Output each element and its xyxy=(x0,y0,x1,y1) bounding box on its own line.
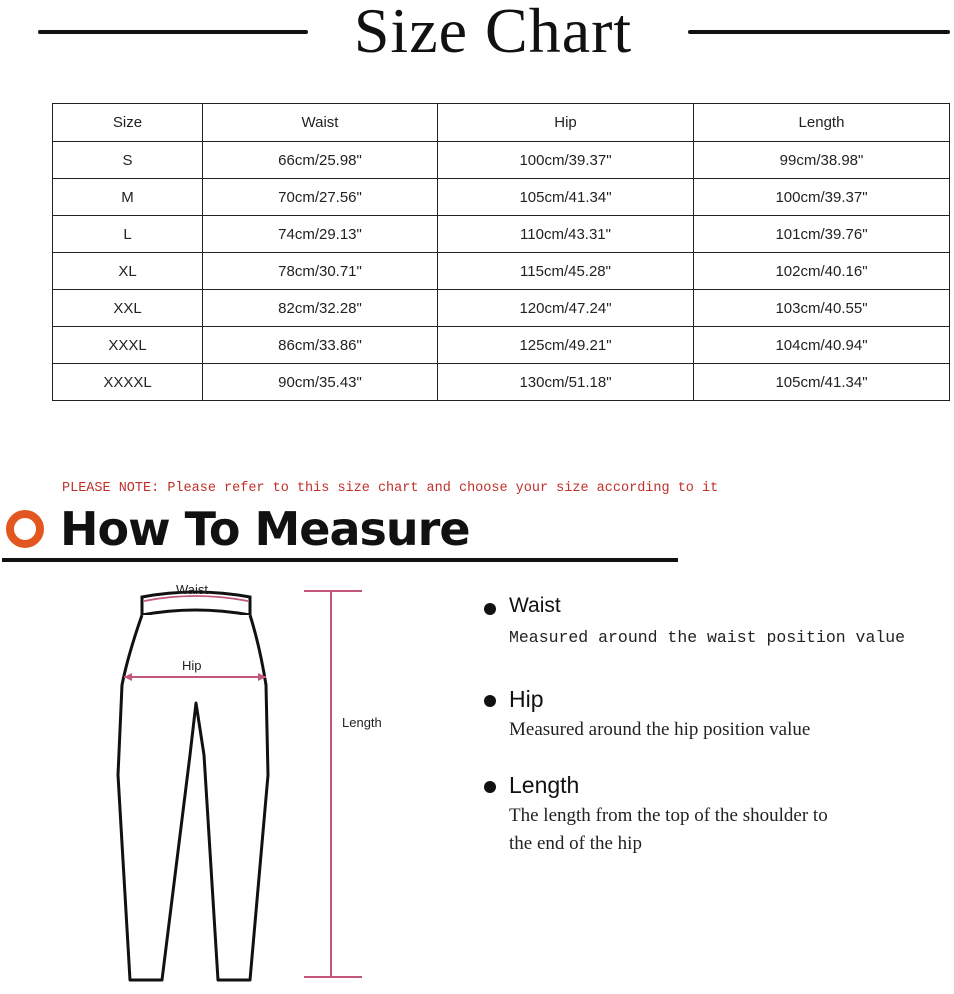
table-row xyxy=(53,179,950,216)
measure-title: How To Measure xyxy=(60,502,470,556)
measure-item-waist xyxy=(484,594,944,652)
table-cell: 105cm/41.34" xyxy=(438,179,694,216)
table-cell: 86cm/33.86" xyxy=(203,327,438,364)
table-cell: 105cm/41.34" xyxy=(694,364,950,401)
diagram-waist-label: Waist xyxy=(176,582,209,597)
bullet-icon xyxy=(484,781,496,793)
measure-header xyxy=(0,500,700,570)
table-cell: 66cm/25.98" xyxy=(203,142,438,179)
item-description-line-1: The length from the top of the shoulder to xyxy=(509,805,828,826)
bullet-icon xyxy=(484,603,496,615)
column-header: Waist xyxy=(203,104,438,142)
table-cell: 82cm/32.28" xyxy=(203,290,438,327)
table-cell: 99cm/38.98" xyxy=(694,142,950,179)
table-cell: 101cm/39.76" xyxy=(694,216,950,253)
table-row xyxy=(53,253,950,290)
measure-item-hip xyxy=(484,686,944,744)
column-header: Length xyxy=(694,104,950,142)
column-header: Size xyxy=(53,104,203,142)
size-table xyxy=(52,103,950,401)
title-rule-left xyxy=(38,30,308,34)
title-rule-right xyxy=(688,30,950,34)
ring-icon xyxy=(6,510,44,548)
diagram-length-label: Length xyxy=(342,715,382,730)
table-cell: 100cm/39.37" xyxy=(438,142,694,179)
diagram-hip-label: Hip xyxy=(182,658,202,673)
page-title: Size Chart xyxy=(353,0,633,66)
table-cell: 125cm/49.21" xyxy=(438,327,694,364)
measure-item-length xyxy=(484,772,944,858)
table-cell: S xyxy=(53,142,203,179)
table-row xyxy=(53,327,950,364)
item-description-line-2: the end of the hip xyxy=(509,833,642,854)
table-cell: XXXL xyxy=(53,327,203,364)
table-row xyxy=(53,142,950,179)
table-cell: 102cm/40.16" xyxy=(694,253,950,290)
table-cell: 104cm/40.94" xyxy=(694,327,950,364)
table-cell: 115cm/45.28" xyxy=(438,253,694,290)
item-description: Measured around the hip position value xyxy=(509,719,811,740)
size-chart-header xyxy=(0,0,954,70)
table-cell: XXL xyxy=(53,290,203,327)
table-row xyxy=(53,290,950,327)
table-cell: XL xyxy=(53,253,203,290)
measure-rule xyxy=(2,558,678,562)
table-cell: M xyxy=(53,179,203,216)
table-cell: 78cm/30.71" xyxy=(203,253,438,290)
table-cell: 70cm/27.56" xyxy=(203,179,438,216)
table-cell: 120cm/47.24" xyxy=(438,290,694,327)
pants-diagram xyxy=(100,575,400,989)
table-cell: 130cm/51.18" xyxy=(438,364,694,401)
table-cell: XXXXL xyxy=(53,364,203,401)
table-row xyxy=(53,216,950,253)
table-cell: 103cm/40.55" xyxy=(694,290,950,327)
table-cell: 90cm/35.43" xyxy=(203,364,438,401)
table-cell: L xyxy=(53,216,203,253)
item-description: Measured around the waist position value xyxy=(509,628,906,647)
table-header-row xyxy=(53,104,950,142)
column-header: Hip xyxy=(438,104,694,142)
item-label: Waist xyxy=(509,594,561,617)
table-cell: 100cm/39.37" xyxy=(694,179,950,216)
pants-outline xyxy=(100,575,400,989)
table-row xyxy=(53,364,950,401)
item-label: Hip xyxy=(509,686,544,712)
bullet-icon xyxy=(484,695,496,707)
item-label: Length xyxy=(509,772,580,798)
table-cell: 110cm/43.31" xyxy=(438,216,694,253)
size-note: PLEASE NOTE: Please refer to this size chart and choose your size according to it xyxy=(62,481,719,496)
table-cell: 74cm/29.13" xyxy=(203,216,438,253)
